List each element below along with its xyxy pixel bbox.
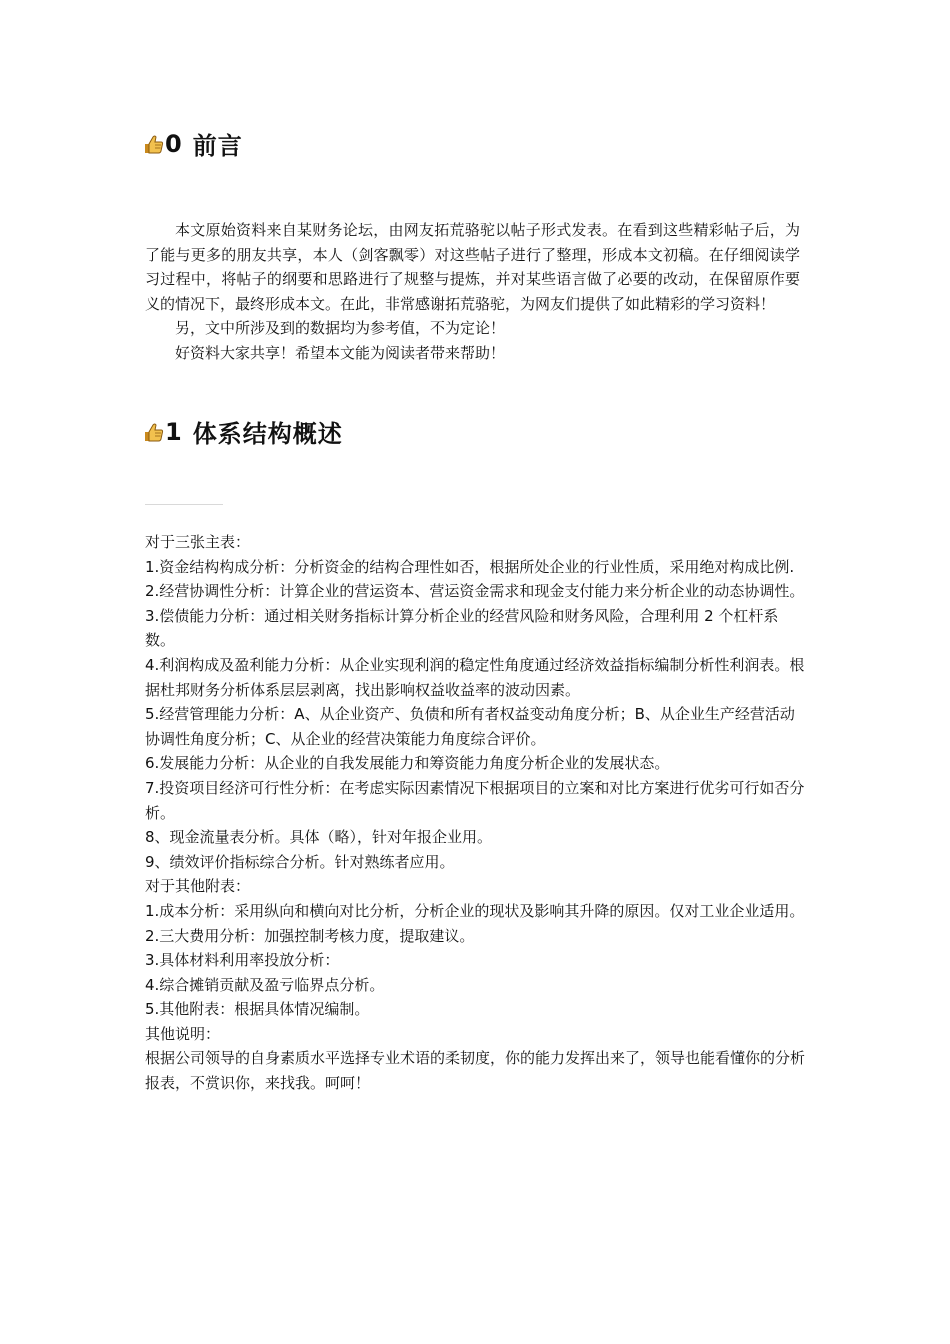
body-line: 5.经营管理能力分析：A、从企业资产、负债和所有者权益变动角度分析；B、从企业生产经营活动协调性角度分析；C、从企业的经营决策能力角度综合评价。 (145, 705, 795, 748)
body-line: 1.成本分析：采用纵向和横向对比分析，分析企业的现状及影响其升降的原因。仅对工业企业适用。 (145, 901, 805, 920)
body-line: 根据公司领导的自身素质水平选择专业术语的柔韧度，你的能力发挥出来了，领导也能看懂你的分析报表，不赏识你，来找我。呵呵！ (145, 1049, 806, 1093)
body-line: 5.其他附表：根据具体情况编制。 (145, 1000, 370, 1019)
section-heading-1 (143, 414, 343, 449)
body-line: 4.综合摊销贡献及盈亏临界点分析。 (145, 975, 385, 994)
body-line: 9、绩效评价指标综合分析。针对熟练者应用。 (145, 852, 455, 871)
body-line: 8、现金流量表分析。具体（略），针对年报企业用。 (145, 828, 493, 847)
section-number: 1 (165, 417, 183, 446)
body-text (145, 530, 805, 1096)
body-line: 7.投资项目经济可行性分析：在考虑实际因素情况下根据项目的立案和对比方案进行优劣可行如否分析。 (145, 778, 805, 822)
thumbs-up-icon (143, 421, 165, 443)
body-line: 2.三大费用分析：加强控制考核力度，提取建议。 (145, 926, 475, 945)
body-line: 对于三张主表： (145, 533, 251, 551)
thumbs-up-icon (143, 133, 165, 155)
body-line: 4.利润构成及盈利能力分析：从企业实现利润的稳定性角度通过经济效益指标编制分析性利润表。根据杜邦财务分析体系层层剥离，找出影响权益收益率的波动因素。 (145, 655, 805, 699)
intro-paragraph: 本文原始资料来自某财务论坛，由网友拓荒骆驼以帖子形式发表。在看到这些精彩帖子后，为了能与更多的朋友共享，本人（剑客飘零）对这些帖子进行了整理，形成本文初稿。在仔细阅读学习过程中，将帖子的纲要和思路进行了规整与提炼，并对某些语言做了必要的改动，在保留原作要义的情况下，最终形成本文。在此，非常感谢拓荒骆驼，为网友们提供了如此精彩的学习资料！ (145, 221, 800, 313)
divider (145, 504, 223, 505)
body-line: 1.资金结构构成分析：分析资金的结构合理性如否，根据所处企业的行业性质，采用绝对构成比例. (145, 557, 795, 576)
body-line: 3.偿债能力分析：通过相关财务指标计算分析企业的经营风险和财务风险，合理利用 2 个杠杆系数。 (145, 606, 779, 650)
intro-text (145, 218, 800, 365)
intro-paragraph: 另，文中所涉及到的数据均为参考值，不为定论！ (175, 319, 506, 337)
intro-paragraph: 好资料大家共享！希望本文能为阅读者带来帮助！ (175, 343, 506, 362)
body-line: 对于其他附表： (145, 877, 251, 896)
section-number: 0 (165, 129, 183, 158)
body-line: 3.具体材料利用率投放分析： (145, 951, 340, 970)
body-line: 6.发展能力分析：从企业的自我发展能力和筹资能力角度分析企业的发展状态。 (145, 754, 670, 773)
section-title: 体系结构概述 (192, 420, 343, 448)
body-line: 其他说明： (145, 1024, 221, 1043)
body-line: 2.经营协调性分析：计算企业的营运资本、营运资金需求和现金支付能力来分析企业的动态协调性。 (145, 582, 805, 601)
section-title: 前言 (192, 132, 243, 160)
section-heading-0 (143, 126, 243, 161)
